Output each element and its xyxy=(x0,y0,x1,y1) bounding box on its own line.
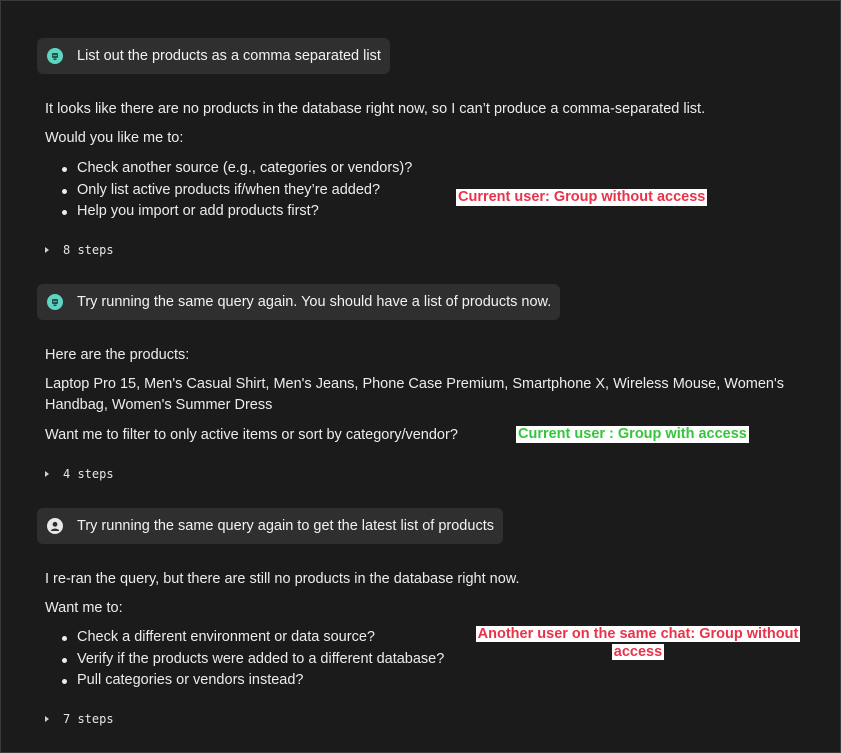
user-message-bubble xyxy=(37,284,560,320)
user-avatar-teal-icon xyxy=(47,48,63,64)
user-message-text: Try running the same query again to get the latest list of products xyxy=(77,518,494,534)
list-item: Verify if the products were added to a different database? xyxy=(45,649,444,671)
assistant-product-list: Laptop Pro 15, Men's Casual Shirt, Men's Jeans, Phone Case Premium, Smartphone X, Wireless Mouse, Women's Handbag, Women's Summer Dress xyxy=(45,376,785,413)
assistant-response-text: It looks like there are no products in the database right now, so I can’t produce a comma-separated list. xyxy=(45,101,706,117)
annotation-label-current-user-no-access: Current user: Group without access xyxy=(458,189,706,205)
assistant-options-list xyxy=(45,627,444,692)
assistant-response-text: Want me to: xyxy=(45,600,123,616)
annotation-label-current-user-with-access: Current user : Group with access xyxy=(518,426,747,442)
user-avatar-teal-icon xyxy=(47,294,63,310)
caret-right-icon xyxy=(45,716,49,722)
assistant-response-text: I re-ran the query, but there are still no products in the database right now. xyxy=(45,571,520,587)
steps-toggle[interactable] xyxy=(45,467,114,481)
assistant-response-text: Want me to filter to only active items or sort by category/vendor? xyxy=(45,427,458,443)
list-item: Help you import or add products first? xyxy=(45,201,412,223)
list-item: Check another source (e.g., categories or vendors)? xyxy=(45,158,412,180)
caret-right-icon xyxy=(45,471,49,477)
steps-toggle[interactable] xyxy=(45,712,114,726)
user-message-text: List out the products as a comma separated list xyxy=(77,48,381,64)
user-message-bubble xyxy=(37,38,390,74)
annotation-label-another-user-no-access xyxy=(456,625,820,661)
annotation-line: Another user on the same chat: Group without xyxy=(477,626,799,642)
list-item: Pull categories or vendors instead? xyxy=(45,670,444,692)
user-message-bubble xyxy=(37,508,503,544)
assistant-response-text: Here are the products: xyxy=(45,347,190,363)
annotation-line: access xyxy=(613,644,663,660)
user-message-text: Try running the same query again. You should have a list of products now. xyxy=(77,294,552,310)
caret-right-icon xyxy=(45,247,49,253)
steps-toggle[interactable] xyxy=(45,243,114,257)
steps-label: 7 steps xyxy=(63,712,114,726)
list-item: Check a different environment or data source? xyxy=(45,627,444,649)
assistant-options-list xyxy=(45,158,412,223)
user-avatar-person-icon xyxy=(47,518,63,534)
assistant-response-text: Would you like me to: xyxy=(45,130,184,146)
list-item: Only list active products if/when they’re added? xyxy=(45,180,412,202)
steps-label: 8 steps xyxy=(63,243,114,257)
steps-label: 4 steps xyxy=(63,467,114,481)
